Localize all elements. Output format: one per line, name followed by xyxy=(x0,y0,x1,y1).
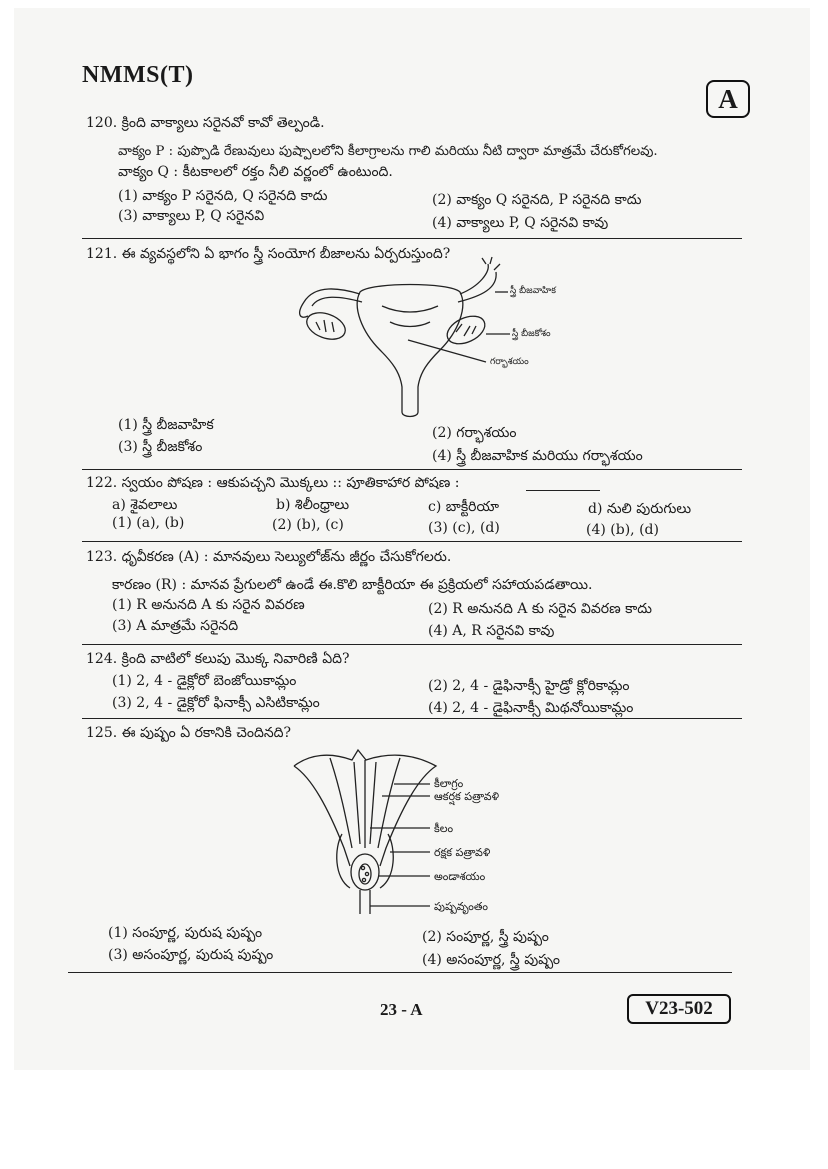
question-122-item-a: a) శైవలాలు xyxy=(112,497,178,513)
question-122-item-b: b) శిలీంధ్రాలు xyxy=(276,497,350,513)
question-123-assertion: 123. ధృవీకరణ (A) : మానవులు సెల్యులోజ్‌ను జీర్ణం చేసుకోగలరు. xyxy=(86,549,452,565)
page-number: 23 - A xyxy=(380,1000,423,1019)
flower-diagram xyxy=(290,748,440,918)
question-120-option-2[interactable]: (2) వాక్యం Q సరైనది, P సరైనది కాదు xyxy=(432,192,642,208)
question-120-option-4[interactable]: (4) వాక్యాలు P, Q సరైనవి కావు xyxy=(432,215,609,231)
label-corolla: ఆకర్షక పత్రావళి xyxy=(434,790,500,803)
question-124-option-4[interactable]: (4) 2, 4 - డైఫినాక్సీ మిథనోయికామ్లం xyxy=(428,700,634,716)
divider xyxy=(82,469,742,470)
question-121-option-2[interactable]: (2) గర్భాశయం xyxy=(432,425,517,441)
question-123-option-4[interactable]: (4) A, R సరైనవి కావు xyxy=(428,623,555,639)
question-124-stem: 124. క్రింది వాటిలో కలుపు మొక్క నివారిణి ఏది? xyxy=(86,651,350,667)
paper-code-box: V23-502 xyxy=(627,994,731,1024)
set-code-box: A xyxy=(706,80,750,118)
question-123-reason: కారణం (R) : మానవ ప్రేగులలో ఉండే ఈ.కొలి బాక్టీరియా ఈ ప్రక్రియలో సహాయపడతాయి. xyxy=(112,577,593,593)
question-122-option-1[interactable]: (1) (a), (b) xyxy=(112,515,185,531)
divider xyxy=(82,644,742,645)
question-124-option-1[interactable]: (1) 2, 4 - డైక్లోరో బెంజోయికామ్లం xyxy=(112,673,297,689)
label-style: కీలం xyxy=(434,822,454,835)
question-125-option-4[interactable]: (4) అసంపూర్ణ, స్త్రీ పుష్పం xyxy=(422,952,560,968)
question-122-option-2[interactable]: (2) (b), (c) xyxy=(272,517,344,533)
answer-blank xyxy=(526,490,600,491)
female-reproductive-system-diagram xyxy=(290,262,530,422)
question-121-option-3[interactable]: (3) స్త్రీ బీజకోశం xyxy=(118,439,203,455)
question-122-item-c: c) బాక్టీరియా xyxy=(428,499,499,515)
label-ovary: స్త్రీ బీజకోశం xyxy=(512,329,551,339)
label-calyx: రక్షక పత్రావళి xyxy=(434,846,491,859)
question-123-option-3[interactable]: (3) A మాత్రమే సరైనది xyxy=(112,618,239,634)
question-123-option-2[interactable]: (2) R అనునది A కు సరైన వివరణ కాదు xyxy=(428,601,652,617)
question-120-stem: 120. క్రింది వాక్యాలు సరైనవో కావో తెల్పండి. xyxy=(86,115,325,131)
question-125-option-3[interactable]: (3) అసంపూర్ణ, పురుష పుష్పం xyxy=(108,947,274,963)
label-stigma: కీలాగ్రం xyxy=(434,777,464,790)
question-122-option-3[interactable]: (3) (c), (d) xyxy=(428,520,500,536)
question-123-option-1[interactable]: (1) R అనునది A కు సరైన వివరణ xyxy=(112,597,305,613)
question-122-item-d: d) నులి పురుగులు xyxy=(588,501,692,517)
divider xyxy=(82,541,742,542)
label-ovary-flower: అండాశయం xyxy=(434,870,486,883)
question-125-stem: 125. ఈ పుష్పం ఏ రకానికి చెందినది? xyxy=(86,725,292,741)
question-124-option-3[interactable]: (3) 2, 4 - డైక్లోరో ఫినాక్సీ ఎసిటికామ్లం xyxy=(112,695,320,711)
question-121-stem: 121. ఈ వ్యవస్థలోని ఏ భాగం స్త్రీ సంయోగ బీజాలను ఏర్పరుస్తుంది? xyxy=(86,246,451,262)
question-120-option-3[interactable]: (3) వాక్యాలు P, Q సరైనవి xyxy=(118,208,265,224)
exam-title: NMMS(T) xyxy=(82,62,194,88)
question-122-option-4[interactable]: (4) (b), (d) xyxy=(586,522,659,538)
question-121-option-4[interactable]: (4) స్త్రీ బీజవాహిక మరియు గర్భాశయం xyxy=(432,448,643,464)
question-120-statement-q: వాక్యం Q : కీటకాలలో రక్తం నీలి వర్ణంలో ఉంటుంది. xyxy=(118,164,393,180)
divider xyxy=(82,718,742,719)
question-125-option-1[interactable]: (1) సంపూర్ణ, పురుష పుష్పం xyxy=(108,925,263,941)
label-uterus: గర్భాశయం xyxy=(490,357,529,367)
label-oviduct: స్త్రీ బీజవాహిక xyxy=(510,286,556,296)
divider xyxy=(82,238,742,239)
divider xyxy=(68,972,732,973)
question-120-statement-p: వాక్యం P : పుప్పొడి రేణువులు పుష్పాలలోని కీలాగ్రాలను గాలి మరియు నీటి ద్వారా మాత్రమే చేరుకోగలవు. xyxy=(118,144,658,159)
label-pedicel: పుష్పవృంతం xyxy=(434,900,488,913)
question-125-option-2[interactable]: (2) సంపూర్ణ, స్త్రీ పుష్పం xyxy=(422,929,549,945)
question-120-option-1[interactable]: (1) వాక్యం P సరైనది, Q సరైనది కాదు xyxy=(118,188,328,204)
question-121-option-1[interactable]: (1) స్త్రీ బీజవాహిక xyxy=(118,417,214,433)
question-122-stem: 122. స్వయం పోషణ : ఆకుపచ్చని మొక్కలు :: పూతికాహార పోషణ : xyxy=(86,475,460,491)
question-124-option-2[interactable]: (2) 2, 4 - డైఫినాక్సీ హైడ్రో క్లోరికామ్లం xyxy=(428,678,630,694)
